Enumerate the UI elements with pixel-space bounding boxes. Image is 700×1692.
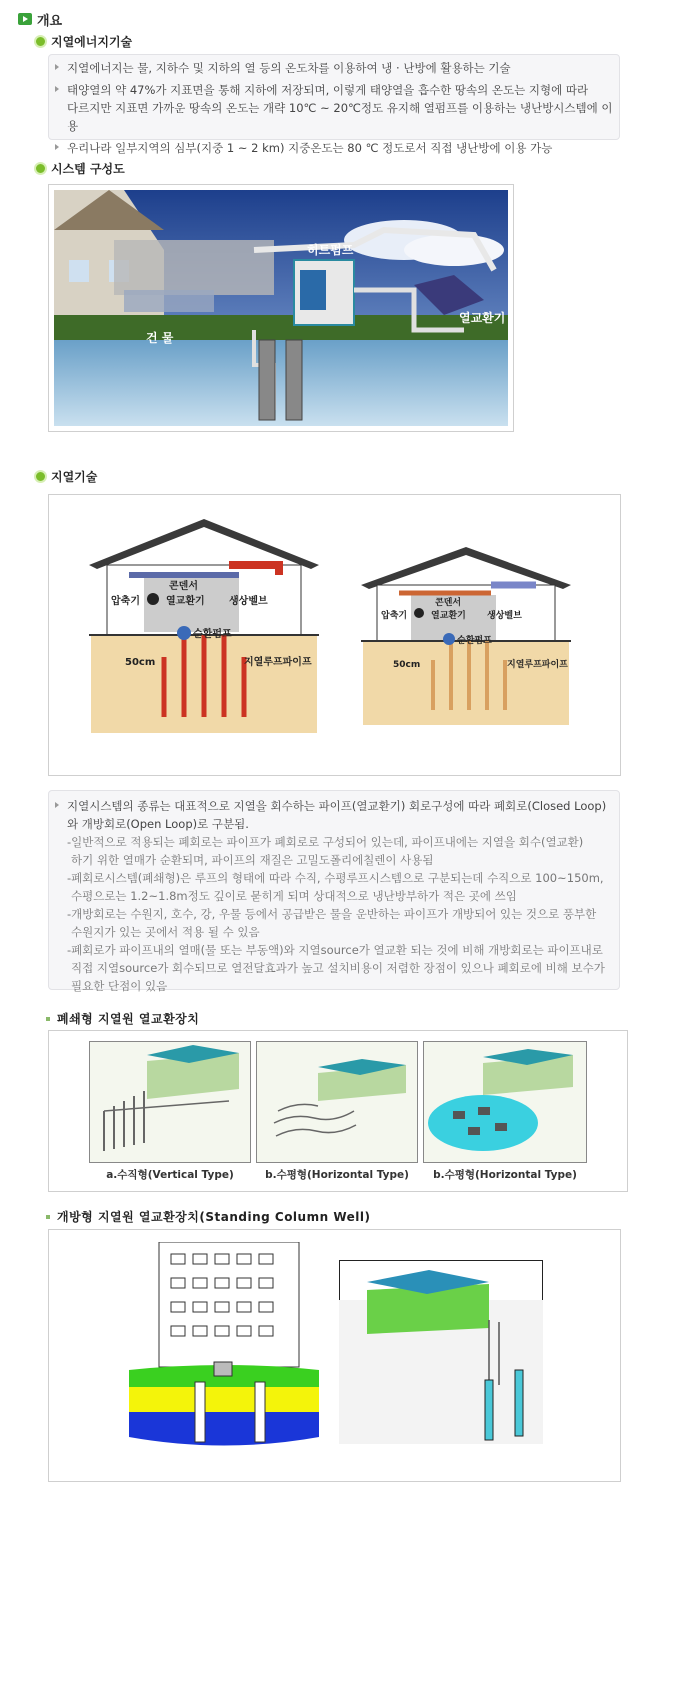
label-heat-pump: 히트펌프 [307, 243, 354, 257]
svg-text:지열루프파이프: 지열루프파이프 [507, 660, 568, 670]
svg-text:50cm: 50cm [125, 657, 156, 668]
svg-text:순환펌프: 순환펌프 [457, 636, 492, 646]
closed-loop-frame [48, 1030, 628, 1192]
svg-text:열교환기: 열교환기 [431, 611, 466, 621]
bullet-circle-icon [34, 162, 47, 175]
system-diagram-image [54, 190, 508, 426]
svg-text:지열루프파이프: 지열루프파이프 [244, 657, 312, 668]
vertical-type-image [89, 1041, 251, 1163]
heading-geo-energy: 지열에너지기술 [34, 33, 132, 50]
bullet-circle-icon [34, 35, 47, 48]
bullet-text: 태양열의 약 47%가 지표면을 통해 지하에 저장되며, 이렇게 태양열을 흡수한 땅속의 온도는 지형에 따라 [49, 81, 619, 99]
system-diagram-frame [48, 184, 514, 432]
sub-text: -폐회로시스템(폐쇄형)은 루프의 형태에 따라 수직, 수평루프시스템으로 구분되는데 수직으로 100~150m, [67, 871, 604, 885]
tech-description-box [48, 790, 620, 993]
bullet-text-cont: 와 개방회로(Open Loop)로 구분됨. [67, 817, 249, 831]
svg-text:순환펌프: 순환펌프 [193, 629, 232, 640]
standing-column-house-image [339, 1260, 543, 1444]
overview-title: 개요 [37, 13, 63, 29]
bullet-square-icon [46, 1017, 50, 1021]
heading-open-loop: 개방형 지열원 열교환장치(Standing Column Well) [46, 1208, 370, 1225]
standing-column-building-image [129, 1242, 319, 1450]
label-exchanger: 열교환기 [459, 311, 506, 325]
svg-text:50cm: 50cm [393, 660, 421, 670]
bullet-text: 우리나라 일부지역의 심부(지중 1 ~ 2 km) 지중온도는 80 ℃ 정도로서 직접 냉난방에 이용 가능 [49, 139, 619, 157]
svg-text:압축기: 압축기 [381, 611, 408, 621]
horizontal-type-image [256, 1041, 418, 1163]
svg-text:콘덴서: 콘덴서 [435, 598, 462, 608]
heading-closed-loop: 폐쇄형 지열원 열교환장치 [46, 1010, 199, 1027]
sub-text: -개방회로는 수원지, 호수, 강, 우물 등에서 공급받은 물을 운반하는 파이프가 개방되어 있는 것으로 풍부한 [67, 907, 597, 921]
sub-text: 수평으로는 1.2~1.8m정도 깊이로 묻히게 되며 상대적으로 냉난방부하가 적은 곳에 쓰임 [71, 889, 517, 903]
caption-vertical: a.수직형(Vertical Type) [106, 1169, 234, 1181]
horizontal-type-pond-image [423, 1041, 587, 1163]
label-building: 건 물 [146, 331, 174, 345]
bullet-circle-icon [34, 470, 47, 483]
open-loop-frame [48, 1229, 621, 1482]
play-icon [18, 13, 32, 25]
bullet-text-cont: 다르지만 지표면 가까운 땅속의 온도는 개략 10℃ ~ 20℃정도 유지해 열펌프를 이용하는 냉난방시스템에 이용 [67, 101, 613, 133]
svg-text:열교환기: 열교환기 [166, 596, 205, 607]
sub-text: 필요한 단점이 있음 [71, 979, 168, 993]
bullet-text: 지열에너지는 물, 지하수 및 지하의 열 등의 온도차를 이용하여 냉 · 난방에 활용하는 기술 [49, 59, 619, 77]
sub-text: -폐회로가 파이프내의 열매(물 또는 부동액)와 지열source가 열교환 되는 것에 비해 개방회로는 파이프내로 [67, 943, 603, 957]
svg-text:생상벨브: 생상벨브 [487, 611, 522, 621]
svg-text:생상벨브: 생상벨브 [229, 596, 268, 607]
sub-text: 직접 지열source가 회수되므로 열전달효과가 높고 설치비용이 저렴한 장점이 있으나 폐회로에 비해 보수가 [71, 961, 605, 975]
geo-energy-box [48, 54, 620, 155]
heating-diagram [89, 517, 319, 735]
svg-text:압축기: 압축기 [111, 596, 140, 607]
sub-text: -일반적으로 적용되는 폐회로는 파이프가 폐회로로 구성되어 있는데, 파이프내에는 지열을 회수(열교환) [67, 835, 584, 849]
bullet-text: 지열시스템의 종류는 대표적으로 지열을 회수하는 파이프(열교환기) 회로구성에 따라 폐회로(Closed Loop) [49, 797, 619, 815]
svg-text:콘덴서: 콘덴서 [169, 581, 198, 592]
caption-horizontal-2: b.수평형(Horizontal Type) [433, 1169, 577, 1181]
sub-text: 수원지가 있는 곳에서 적용 될 수 있음 [71, 925, 260, 939]
section-title-overview [18, 10, 62, 28]
caption-horizontal: b.수평형(Horizontal Type) [265, 1169, 409, 1181]
cooling-diagram [361, 545, 571, 727]
tech-diagram-frame [48, 494, 621, 776]
heading-tech: 지열기술 [34, 468, 97, 485]
sub-text: 하기 위한 열매가 순환되며, 파이프의 재질은 고밀도폴리에칠렌이 사용됨 [71, 853, 434, 867]
heading-system: 시스템 구성도 [34, 160, 125, 177]
bullet-square-icon [46, 1215, 50, 1219]
